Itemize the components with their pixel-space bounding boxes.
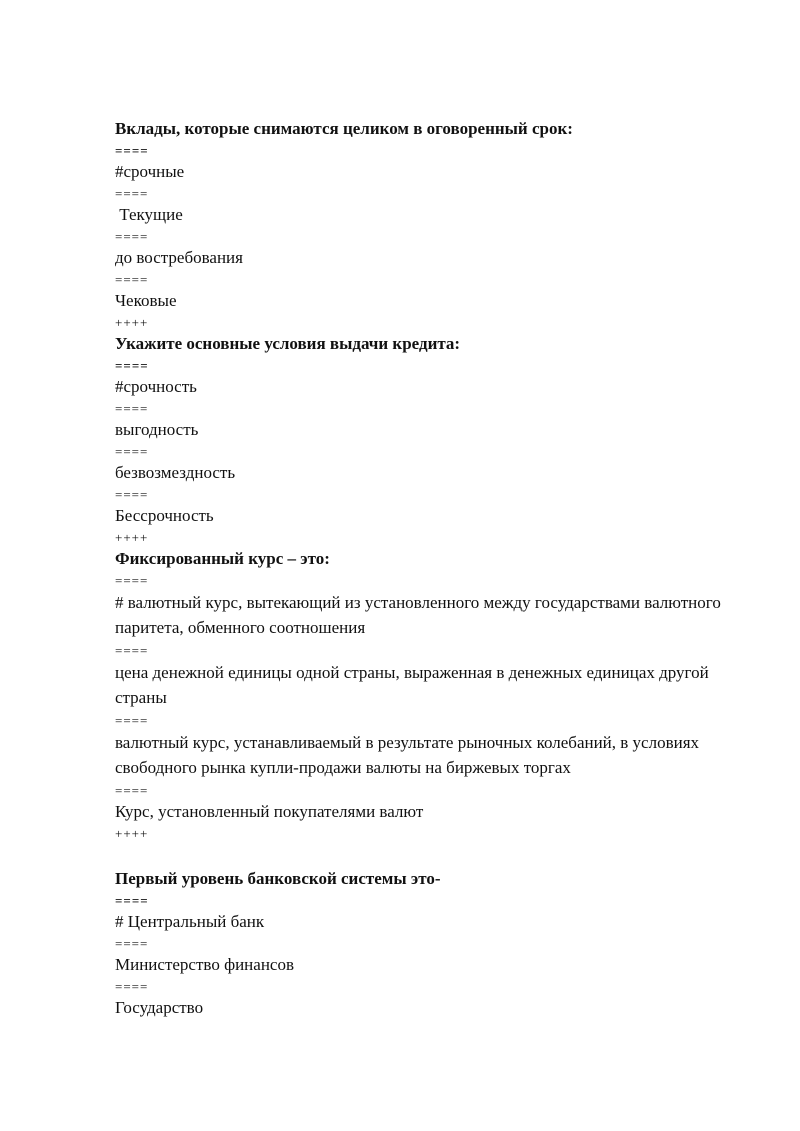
question-text: Укажите основные условия выдачи кредита: — [115, 334, 461, 353]
separator: ==== — [115, 936, 149, 951]
answer-option: цена денежной единицы одной страны, выраженная в денежных единицах другой страны — [115, 663, 709, 707]
answer-option: валютный курс, устанавливаемый в результате рыночных колебаний, в условиях свободного рынка купли-продажи валюты на биржевых торгах — [115, 733, 700, 777]
separator: ==== — [115, 143, 149, 158]
block-end-marker: ++++ — [115, 530, 149, 545]
answer-option: до востребования — [115, 248, 243, 267]
separator: ==== — [115, 643, 149, 658]
answer-option: Государство — [115, 998, 204, 1017]
separator: ==== — [115, 444, 149, 459]
separator: ==== — [115, 401, 149, 416]
block-end-marker: ++++ — [115, 826, 149, 841]
separator: ==== — [115, 783, 149, 798]
document-content — [115, 118, 725, 1019]
answer-option: Курс, установленный покупателями валют — [115, 802, 424, 821]
separator: ==== — [115, 229, 149, 244]
answer-option: Чековые — [115, 291, 177, 310]
answer-option: # Центральный банк — [115, 912, 265, 931]
answer-option: безвозмездность — [115, 463, 236, 482]
answer-option: Министерство финансов — [115, 955, 294, 974]
question-text: Первый уровень банковской системы это- — [115, 869, 441, 888]
answer-option: Текущие — [115, 205, 183, 224]
separator: ==== — [115, 573, 149, 588]
answer-option: #срочность — [115, 377, 197, 396]
question-block-3 — [115, 548, 725, 844]
answer-option: #срочные — [115, 162, 185, 181]
question-block-1 — [115, 118, 725, 333]
answer-option: # валютный курс, вытекающий из установленного между государствами валютного паритета, обменного соотношения — [115, 593, 721, 637]
block-end-marker: ++++ — [115, 315, 149, 330]
answer-option: выгодность — [115, 420, 199, 439]
separator: ==== — [115, 713, 149, 728]
separator: ==== — [115, 186, 149, 201]
separator: ==== — [115, 272, 149, 287]
question-block-4 — [115, 868, 725, 1019]
spacer — [115, 844, 725, 868]
separator: ==== — [115, 358, 149, 373]
separator: ==== — [115, 893, 149, 908]
question-block-2 — [115, 333, 725, 548]
question-text: Фиксированный курс – это: — [115, 549, 330, 568]
answer-option: Бессрочность — [115, 506, 214, 525]
separator: ==== — [115, 979, 149, 994]
question-text: Вклады, которые снимаются целиком в оговоренный срок: — [115, 119, 573, 138]
separator: ==== — [115, 487, 149, 502]
